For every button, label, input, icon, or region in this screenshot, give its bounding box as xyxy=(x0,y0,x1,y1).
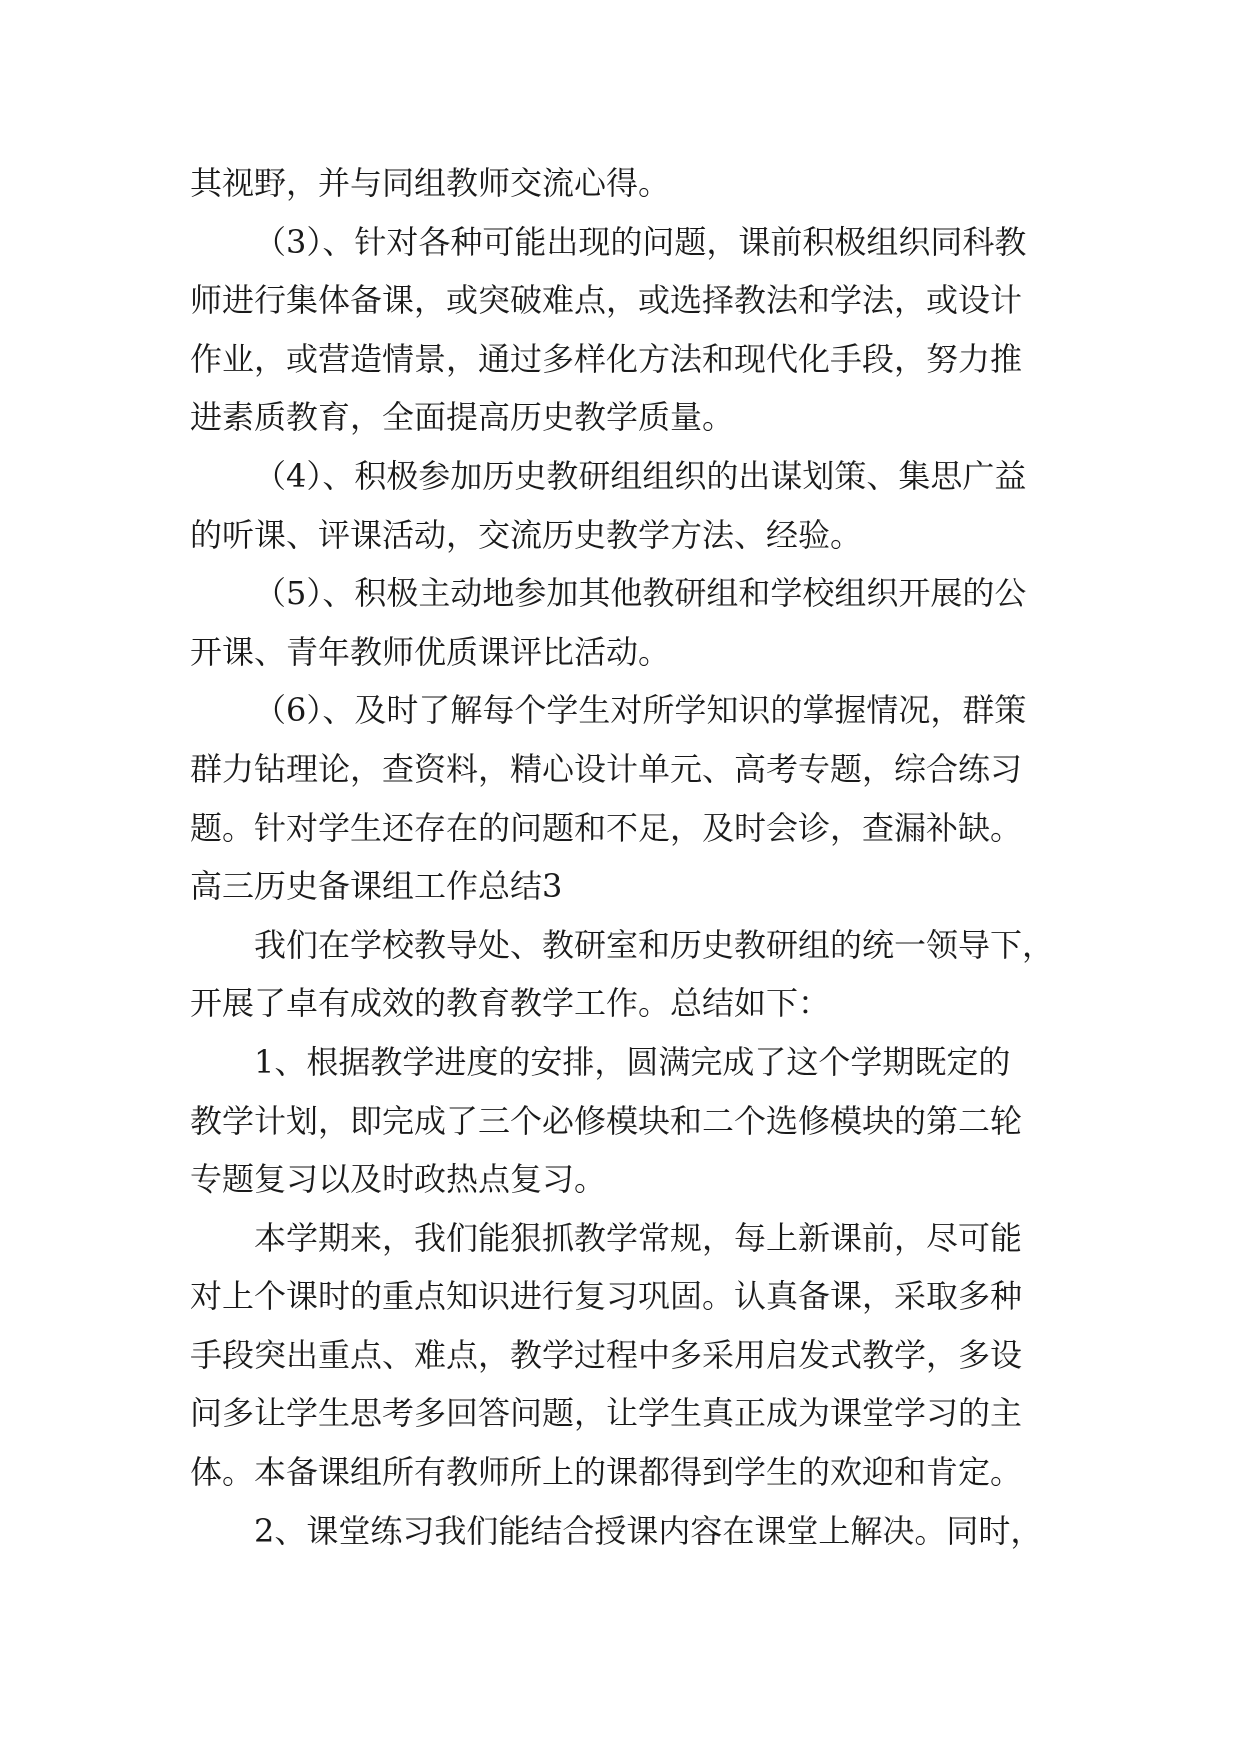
text-line: 体。本备课组所有教师所上的课都得到学生的欢迎和肯定。 xyxy=(190,1453,1023,1492)
text-line: （5）、积极主动地参加其他教研组和学校组织开展的公 xyxy=(254,574,1027,613)
text-line: 群力钻理论，查资料，精心设计单元、高考专题，综合练习 xyxy=(190,749,1023,788)
text-line: 进素质教育，全面提高历史教学质量。 xyxy=(190,398,735,437)
text-line: （3）、针对各种可能出现的问题，课前积极组织同科教 xyxy=(254,222,1027,261)
text-line: 2、课堂练习我们能结合授课内容在课堂上解决。同时， xyxy=(254,1511,1043,1550)
text-line: 其视野，并与同组教师交流心得。 xyxy=(190,164,671,202)
text-line: 师进行集体备课，或突破难点，或选择教法和学法，或设计 xyxy=(190,281,1023,320)
text-line: 的听课、评课活动，交流历史教学方法、经验。 xyxy=(190,515,863,554)
text-line: 开展了卓有成效的教育教学工作。总结如下： xyxy=(190,984,831,1023)
text-line: 作业，或营造情景，通过多样化方法和现代化手段，努力推 xyxy=(190,339,1023,378)
section-heading: 高三历史备课组工作总结3 xyxy=(190,867,563,906)
text-line: 本学期来，我们能狠抓教学常规，每上新课前，尽可能 xyxy=(254,1218,1023,1257)
document-body xyxy=(190,154,1070,1560)
text-line: 手段突出重点、难点，教学过程中多采用启发式教学，多设 xyxy=(190,1335,1023,1374)
text-line: 题。针对学生还存在的问题和不足，及时会诊，查漏补缺。 xyxy=(190,808,1023,847)
text-line: 我们在学校教导处、教研室和历史教研组的统一领导下， xyxy=(254,925,1055,964)
text-line: 开课、青年教师优质课评比活动。 xyxy=(190,632,671,671)
text-line: 问多让学生思考多回答问题，让学生真正成为课堂学习的主 xyxy=(190,1394,1023,1433)
text-line: （6）、及时了解每个学生对所学知识的掌握情况，群策 xyxy=(254,691,1027,730)
text-line: 教学计划，即完成了三个必修模块和二个选修模块的第二轮 xyxy=(190,1101,1023,1140)
text-line: 对上个课时的重点知识进行复习巩固。认真备课，采取多种 xyxy=(190,1277,1023,1316)
text-line: （4）、积极参加历史教研组组织的出谋划策、集思广益 xyxy=(254,456,1027,495)
text-line: 1、根据教学进度的安排，圆满完成了这个学期既定的 xyxy=(254,1042,1011,1081)
text-line: 专题复习以及时政热点复习。 xyxy=(190,1160,607,1199)
